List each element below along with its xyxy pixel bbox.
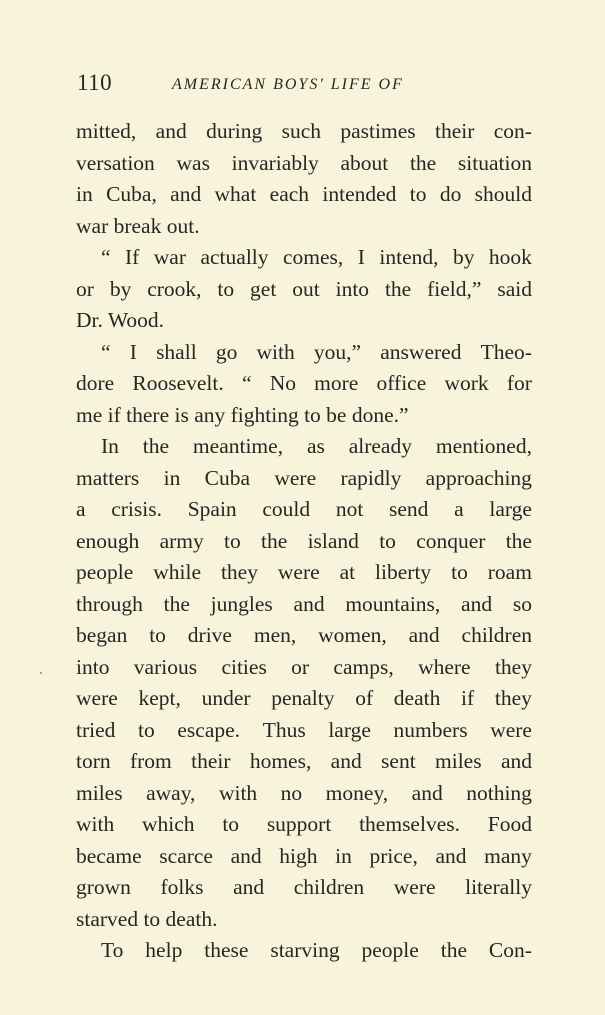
text-line: dore Roosevelt. “ No more office work for xyxy=(76,371,532,395)
text-line: with which to support themselves. Food xyxy=(76,812,532,836)
text-line: miles away, with no money, and nothing xyxy=(76,780,532,805)
text-line: grown folks and children were literally xyxy=(76,875,532,899)
text-line: versation was invariably about the situation xyxy=(76,150,532,175)
paper-speck xyxy=(40,672,42,674)
text-line: enough army to the island to conquer the xyxy=(76,528,532,553)
running-title: AMERICAN BOYS' LIFE OF xyxy=(172,76,404,93)
text-line: war break out. xyxy=(76,213,200,238)
text-line: To help these starving people the Con- xyxy=(101,938,532,962)
text-line: began to drive men, women, and children xyxy=(76,623,532,647)
text-line: matters in Cuba were rapidly approaching xyxy=(76,465,532,490)
text-line: me if there is any fighting to be done.” xyxy=(76,402,409,427)
page-number: 110 xyxy=(77,70,113,95)
text-line: were kept, under penalty of death if they xyxy=(76,686,532,710)
text-line: “ If war actually comes, I intend, by hook xyxy=(101,245,532,269)
text-line: through the jungles and mountains, and so xyxy=(76,591,532,616)
text-line: Dr. Wood. xyxy=(76,308,165,332)
text-line: in Cuba, and what each intended to do should xyxy=(76,182,532,206)
text-line: In the meantime, as already mentioned, xyxy=(101,434,532,458)
text-line: or by crook, to get out into the field,” said xyxy=(76,276,532,301)
body-text xyxy=(76,116,532,967)
text-line: people while they were at liberty to roam xyxy=(76,560,532,584)
text-line: starved to death. xyxy=(76,906,218,931)
text-line: tried to escape. Thus large numbers were xyxy=(76,717,532,742)
text-line: “ I shall go with you,” answered Theo- xyxy=(101,339,532,364)
running-head xyxy=(77,68,537,98)
text-line: into various cities or camps, where they xyxy=(76,654,532,679)
text-line: became scarce and high in price, and many xyxy=(76,843,532,868)
text-line: mitted, and during such pastimes their con- xyxy=(76,119,532,143)
text-line: a crisis. Spain could not send a large xyxy=(76,497,532,521)
text-line: torn from their homes, and sent miles and xyxy=(76,749,532,773)
